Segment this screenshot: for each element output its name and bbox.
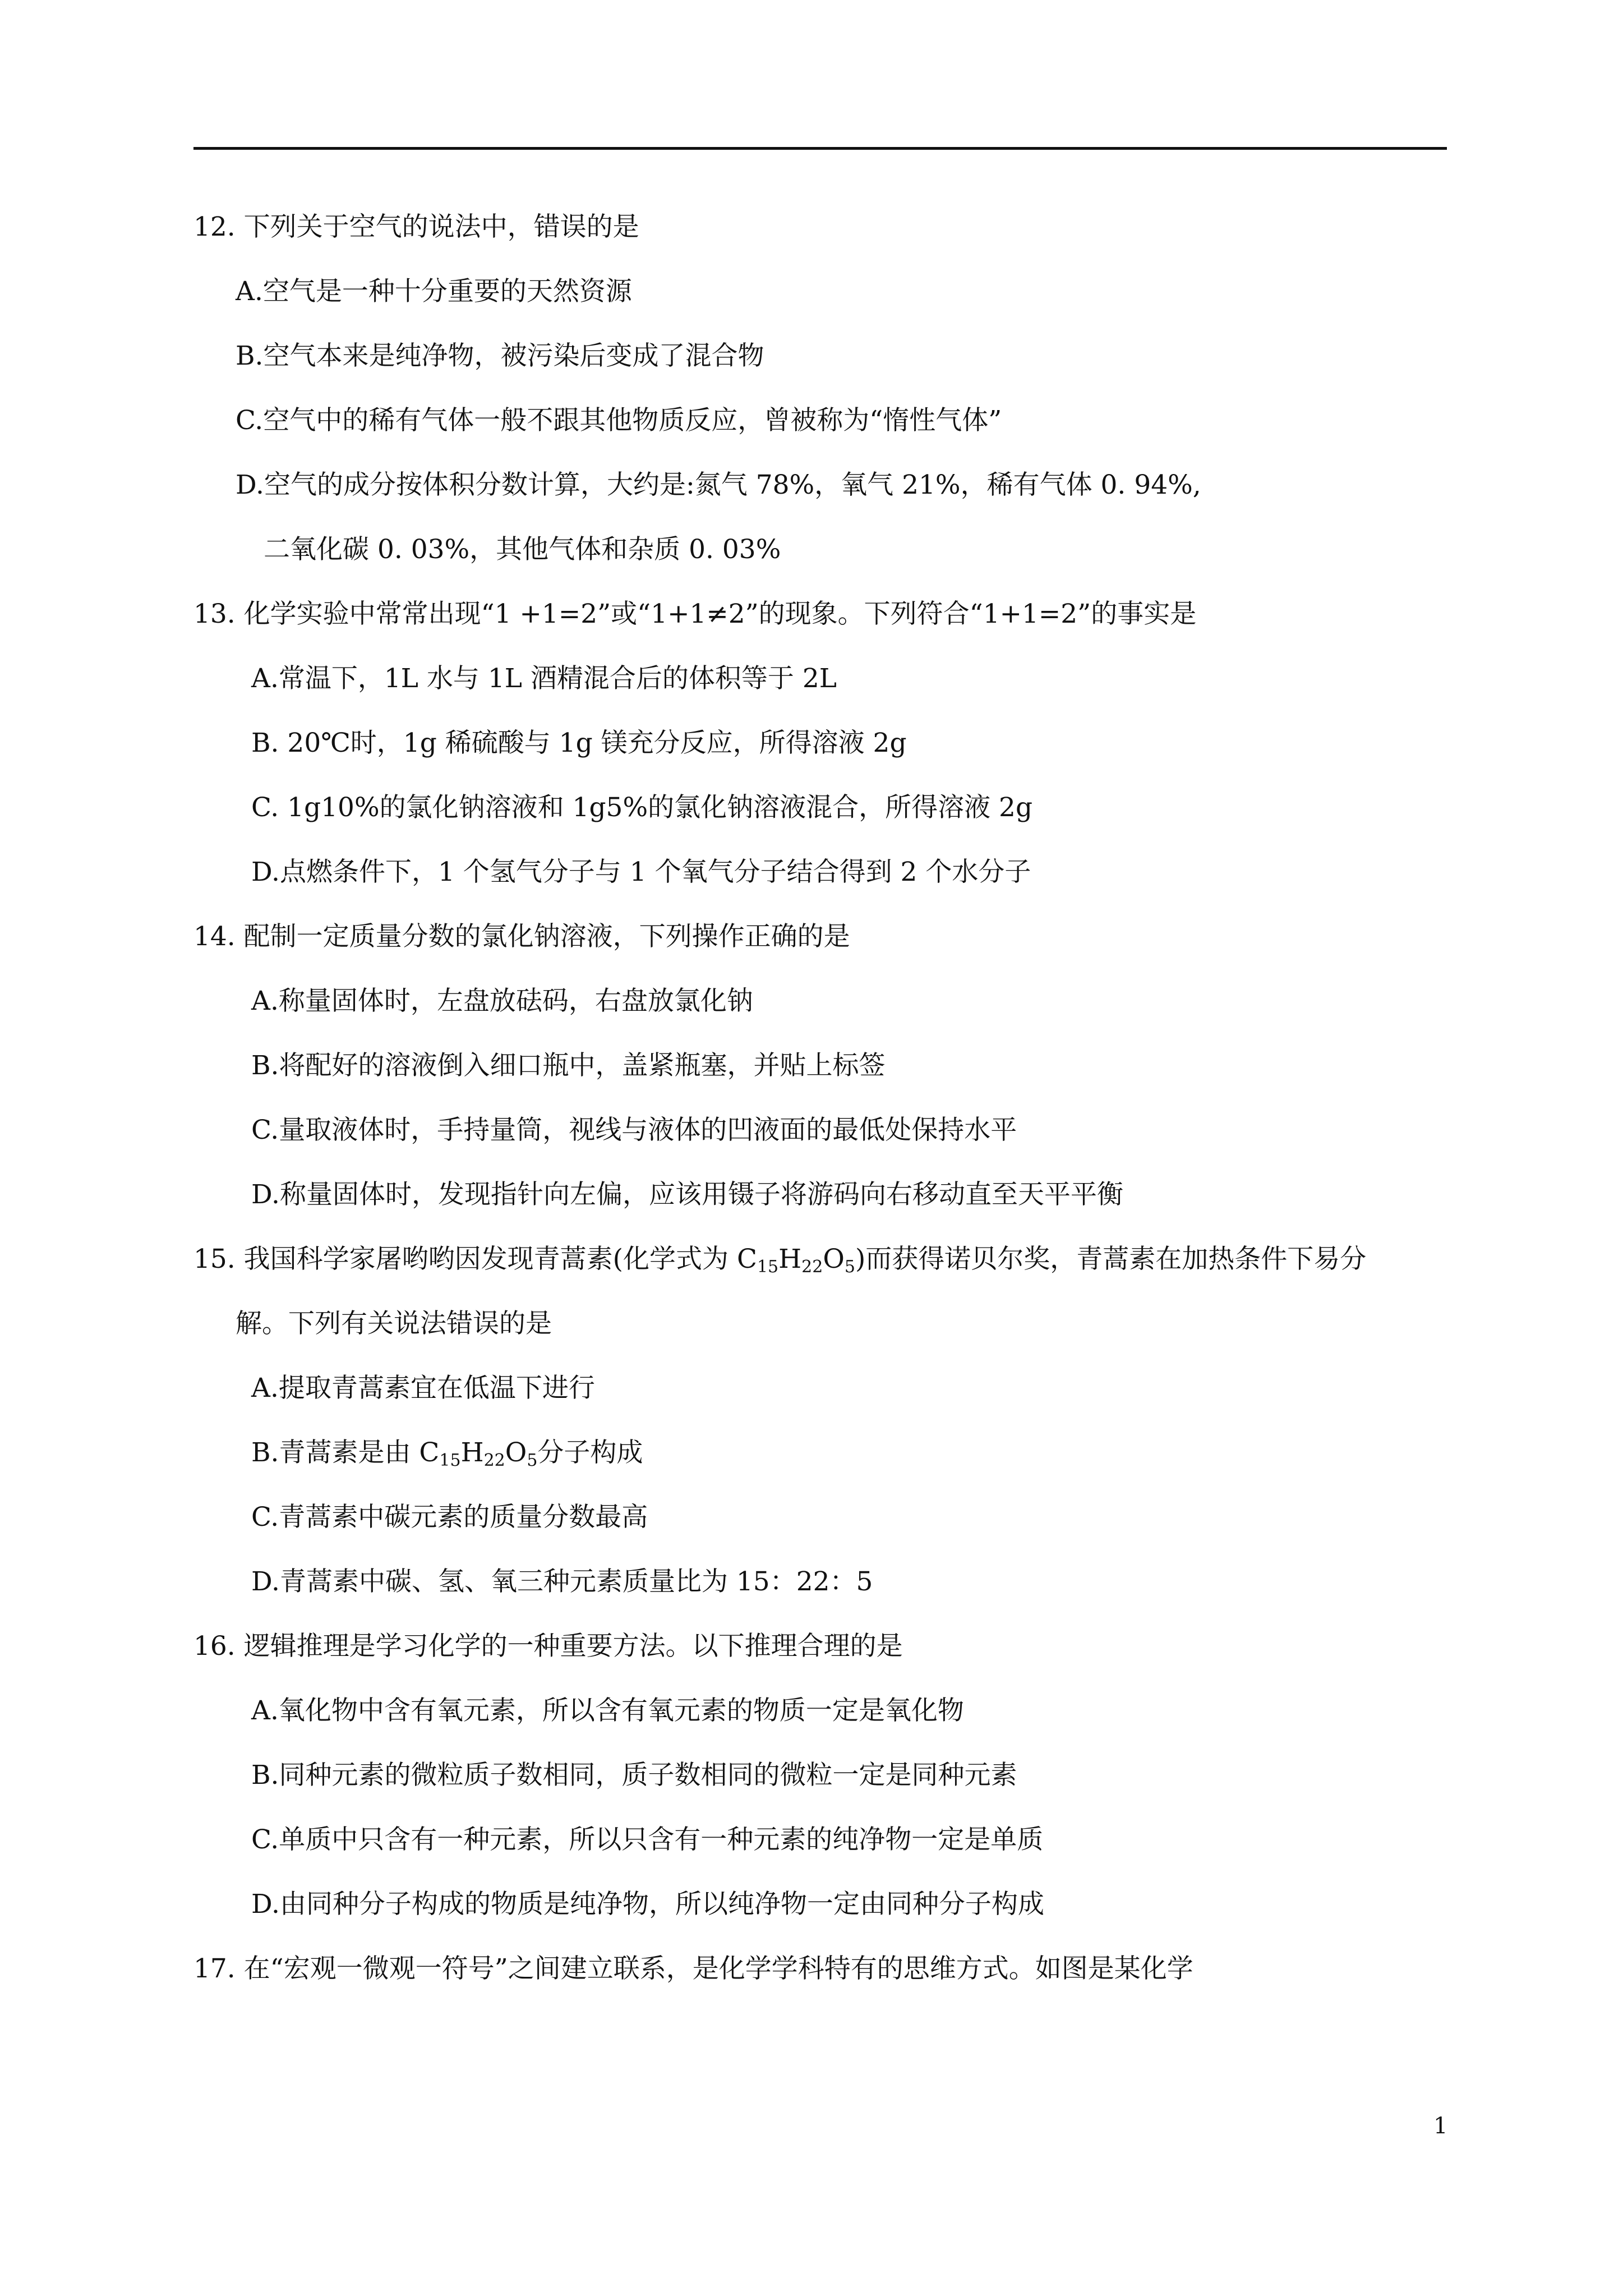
question-15-option-c: C.青蒿素中碳元素的质量分数最高 [251,1502,648,1533]
question-15-option-b [251,1436,643,1470]
question-16-option-c: C.单质中只含有一种元素，所以只含有一种元素的纯净物一定是单质 [251,1824,1044,1855]
question-12-stem: 12. 下列关于空气的说法中，错误的是 [193,211,639,242]
question-16-option-a: A.氧化物中含有氧元素，所以含有氧元素的物质一定是氧化物 [251,1695,964,1726]
question-13-option-a: A.常温下，1L 水与 1L 酒精混合后的体积等于 2L [251,663,837,694]
question-12-option-c: C.空气中的稀有气体一般不跟其他物质反应，曾被称为“惰性气体” [236,405,1002,436]
formula-hydrogen-count: 22 [801,1257,823,1277]
question-16-option-d: D.由同种分子构成的物质是纯净物，所以纯净物一定由同种分子构成 [251,1889,1044,1920]
question-12-option-d-continuation: 二氧化碳 0. 03%，其他气体和杂质 0. 03% [264,534,781,565]
question-14-option-c: C.量取液体时，手持量筒，视线与液体的凹液面的最低处保持水平 [251,1115,1017,1145]
question-15-stem-end: )而获得诺贝尔奖，青蒿素在加热条件下易分 [855,1244,1367,1274]
question-15-option-a: A.提取青蒿素宜在低温下进行 [251,1373,595,1404]
question-16-stem: 16. 逻辑推理是学习化学的一种重要方法。以下推理合理的是 [193,1631,903,1662]
question-13-stem: 13. 化学实验中常常出现“1 +1=2”或“1+1≠2”的现象。下列符合“1+1=2”的事实是 [193,599,1197,629]
header-rule [193,147,1447,150]
formula-oxygen-count: 5 [844,1257,855,1277]
question-13-option-c: C. 1g10%的氯化钠溶液和 1g5%的氯化钠溶液混合，所得溶液 2g [251,792,1033,823]
question-14-option-a: A.称量固体时，左盘放砝码，右盘放氯化钠 [251,986,753,1016]
question-12-option-a: A.空气是一种十分重要的天然资源 [236,276,632,307]
formula-hydrogen-count: 22 [483,1451,505,1470]
question-15-option-b-start: B.青蒿素是由 C [251,1437,440,1468]
question-13-option-b: B. 20℃时，1g 稀硫酸与 1g 镁充分反应，所得溶液 2g [251,728,907,758]
formula-oxygen-count: 5 [527,1451,538,1470]
question-15-option-d: D.青蒿素中碳、氢、氧三种元素质量比为 15：22：5 [251,1566,873,1597]
question-16-option-b: B.同种元素的微粒质子数相同，质子数相同的微粒一定是同种元素 [251,1760,1017,1791]
question-14-stem: 14. 配制一定质量分数的氯化钠溶液，下列操作正确的是 [193,921,850,952]
question-15-stem-start: 15. 我国科学家屠哟哟因发现青蒿素(化学式为 C [193,1244,757,1274]
formula-oxygen-symbol: O [505,1437,527,1468]
formula-carbon-count: 15 [757,1257,779,1277]
question-12-option-b: B.空气本来是纯净物，被污染后变成了混合物 [236,341,764,371]
formula-carbon-count: 15 [439,1451,461,1470]
formula-hydrogen-symbol: H [778,1244,802,1274]
question-15-option-b-end: 分子构成 [537,1437,643,1468]
question-15-stem [193,1243,1366,1276]
question-14-option-b: B.将配好的溶液倒入细口瓶中，盖紧瓶塞，并贴上标签 [251,1050,886,1081]
question-13-option-d: D.点燃条件下，1 个氢气分子与 1 个氧气分子结合得到 2 个水分子 [251,857,1031,887]
question-14-option-d: D.称量固体时，发现指针向左偏，应该用镊子将游码向右移动直至天平平衡 [251,1179,1123,1210]
page-number: 1 [1433,2113,1448,2139]
question-15-stem-continuation: 解。下列有关说法错误的是 [236,1308,552,1339]
formula-oxygen-symbol: O [823,1244,845,1274]
question-17-stem: 17. 在“宏观一微观一符号”之间建立联系，是化学学科特有的思维方式。如图是某化学 [193,1953,1193,1984]
formula-hydrogen-symbol: H [460,1437,484,1468]
question-12-option-d: D.空气的成分按体积分数计算，大约是:氮气 78%，氧气 21%，稀有气体 0. 94%, [236,470,1201,500]
